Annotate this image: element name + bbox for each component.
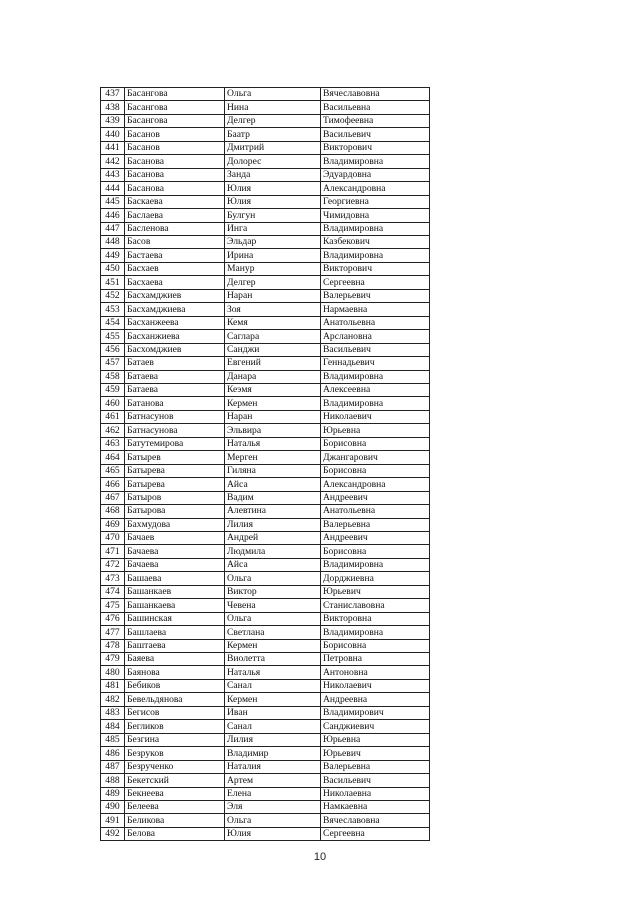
patronymic-cell: Андреевич [321, 531, 430, 544]
table-row [101, 653, 430, 666]
table-row [101, 330, 430, 343]
table-row [101, 128, 430, 141]
row-number-cell: 438 [101, 101, 125, 114]
row-number-cell: 466 [101, 478, 125, 491]
first-name-cell: Вадим [225, 491, 321, 504]
first-name-cell: Ирина [225, 249, 321, 262]
surname-cell: Безгина [125, 733, 225, 746]
patronymic-cell: Владимировна [321, 558, 430, 571]
table-row [101, 585, 430, 598]
row-number-cell: 455 [101, 330, 125, 343]
row-number-cell: 451 [101, 276, 125, 289]
row-number-cell: 462 [101, 424, 125, 437]
table-row [101, 182, 430, 195]
first-name-cell: Эля [225, 801, 321, 814]
table-row [101, 733, 430, 746]
row-number-cell: 470 [101, 531, 125, 544]
first-name-cell: Занда [225, 168, 321, 181]
patronymic-cell: Юрьевич [321, 585, 430, 598]
row-number-cell: 453 [101, 303, 125, 316]
patronymic-cell: Владимирович [321, 706, 430, 719]
first-name-cell: Данара [225, 370, 321, 383]
table-row [101, 693, 430, 706]
first-name-cell: Ольга [225, 88, 321, 101]
surname-cell: Батырева [125, 478, 225, 491]
row-number-cell: 460 [101, 397, 125, 410]
table-row [101, 626, 430, 639]
first-name-cell: Делгер [225, 276, 321, 289]
patronymic-cell: Вячеславовна [321, 88, 430, 101]
surname-cell: Баяева [125, 653, 225, 666]
surname-cell: Басленова [125, 222, 225, 235]
surname-cell: Батнасунов [125, 410, 225, 423]
row-number-cell: 472 [101, 558, 125, 571]
row-number-cell: 479 [101, 653, 125, 666]
first-name-cell: Гиляна [225, 464, 321, 477]
row-number-cell: 447 [101, 222, 125, 235]
table-row [101, 558, 430, 571]
surname-cell: Бахмудова [125, 518, 225, 531]
first-name-cell: Евгений [225, 357, 321, 370]
surname-cell: Батанова [125, 397, 225, 410]
table-row [101, 410, 430, 423]
patronymic-cell: Станиславовна [321, 599, 430, 612]
patronymic-cell: Сергеевна [321, 276, 430, 289]
table-row [101, 343, 430, 356]
table-row [101, 424, 430, 437]
table-row [101, 195, 430, 208]
row-number-cell: 454 [101, 316, 125, 329]
roster-table-body [101, 88, 430, 841]
table-row [101, 451, 430, 464]
first-name-cell: Инга [225, 222, 321, 235]
table-row [101, 827, 430, 840]
patronymic-cell: Николаевна [321, 787, 430, 800]
row-number-cell: 475 [101, 599, 125, 612]
table-row [101, 141, 430, 154]
patronymic-cell: Васильевич [321, 343, 430, 356]
table-row [101, 383, 430, 396]
patronymic-cell: Андреевич [321, 491, 430, 504]
patronymic-cell: Тимофеевна [321, 114, 430, 127]
first-name-cell: Делгер [225, 114, 321, 127]
surname-cell: Басанов [125, 128, 225, 141]
row-number-cell: 488 [101, 774, 125, 787]
surname-cell: Батаев [125, 357, 225, 370]
patronymic-cell: Анатольевна [321, 505, 430, 518]
table-row [101, 168, 430, 181]
row-number-cell: 456 [101, 343, 125, 356]
table-row [101, 612, 430, 625]
patronymic-cell: Юрьевна [321, 733, 430, 746]
first-name-cell: Санал [225, 720, 321, 733]
table-row [101, 155, 430, 168]
row-number-cell: 478 [101, 639, 125, 652]
patronymic-cell: Эдуардовна [321, 168, 430, 181]
table-row [101, 101, 430, 114]
row-number-cell: 469 [101, 518, 125, 531]
first-name-cell: Виктор [225, 585, 321, 598]
surname-cell: Безрученко [125, 760, 225, 773]
patronymic-cell: Арслановна [321, 330, 430, 343]
table-row [101, 114, 430, 127]
table-row [101, 478, 430, 491]
first-name-cell: Наран [225, 410, 321, 423]
surname-cell: Басхомджиев [125, 343, 225, 356]
table-row [101, 370, 430, 383]
patronymic-cell: Георгиевна [321, 195, 430, 208]
row-number-cell: 487 [101, 760, 125, 773]
surname-cell: Бастаева [125, 249, 225, 262]
patronymic-cell: Петровна [321, 653, 430, 666]
table-row [101, 666, 430, 679]
row-number-cell: 449 [101, 249, 125, 262]
surname-cell: Баянова [125, 666, 225, 679]
patronymic-cell: Александровна [321, 478, 430, 491]
table-row [101, 316, 430, 329]
patronymic-cell: Владимировна [321, 222, 430, 235]
first-name-cell: Манур [225, 262, 321, 275]
surname-cell: Башанкаева [125, 599, 225, 612]
surname-cell: Батыров [125, 491, 225, 504]
surname-cell: Батаева [125, 370, 225, 383]
roster-table [100, 87, 430, 841]
row-number-cell: 483 [101, 706, 125, 719]
row-number-cell: 459 [101, 383, 125, 396]
first-name-cell: Булгун [225, 209, 321, 222]
surname-cell: Басов [125, 235, 225, 248]
row-number-cell: 481 [101, 679, 125, 692]
surname-cell: Басхамджиев [125, 289, 225, 302]
table-row [101, 760, 430, 773]
first-name-cell: Санджи [225, 343, 321, 356]
patronymic-cell: Валерьевна [321, 518, 430, 531]
table-row [101, 235, 430, 248]
first-name-cell: Айса [225, 558, 321, 571]
surname-cell: Башлаева [125, 626, 225, 639]
patronymic-cell: Андреевна [321, 693, 430, 706]
row-number-cell: 463 [101, 437, 125, 450]
patronymic-cell: Санджиевич [321, 720, 430, 733]
table-row [101, 464, 430, 477]
table-row [101, 222, 430, 235]
surname-cell: Башинская [125, 612, 225, 625]
patronymic-cell: Валерьевна [321, 760, 430, 773]
patronymic-cell: Викторович [321, 141, 430, 154]
surname-cell: Белеева [125, 801, 225, 814]
row-number-cell: 464 [101, 451, 125, 464]
table-row [101, 747, 430, 760]
table-row [101, 787, 430, 800]
patronymic-cell: Борисовна [321, 464, 430, 477]
surname-cell: Белова [125, 827, 225, 840]
first-name-cell: Дмитрий [225, 141, 321, 154]
patronymic-cell: Казбекович [321, 235, 430, 248]
surname-cell: Батаева [125, 383, 225, 396]
surname-cell: Бегликов [125, 720, 225, 733]
first-name-cell: Айса [225, 478, 321, 491]
table-row [101, 706, 430, 719]
first-name-cell: Ольга [225, 572, 321, 585]
row-number-cell: 443 [101, 168, 125, 181]
patronymic-cell: Викторович [321, 262, 430, 275]
first-name-cell: Наран [225, 289, 321, 302]
first-name-cell: Наталья [225, 666, 321, 679]
table-row [101, 437, 430, 450]
patronymic-cell: Николаевич [321, 410, 430, 423]
table-row [101, 505, 430, 518]
row-number-cell: 439 [101, 114, 125, 127]
patronymic-cell: Владимировна [321, 249, 430, 262]
table-row [101, 491, 430, 504]
row-number-cell: 471 [101, 545, 125, 558]
table-row [101, 276, 430, 289]
row-number-cell: 484 [101, 720, 125, 733]
table-row [101, 249, 430, 262]
first-name-cell: Кермен [225, 693, 321, 706]
patronymic-cell: Намкаевна [321, 801, 430, 814]
row-number-cell: 491 [101, 814, 125, 827]
patronymic-cell: Васильевна [321, 101, 430, 114]
row-number-cell: 468 [101, 505, 125, 518]
first-name-cell: Эльдар [225, 235, 321, 248]
first-name-cell: Долорес [225, 155, 321, 168]
surname-cell: Бебиков [125, 679, 225, 692]
patronymic-cell: Александровна [321, 182, 430, 195]
row-number-cell: 452 [101, 289, 125, 302]
first-name-cell: Лилия [225, 733, 321, 746]
surname-cell: Бачаева [125, 558, 225, 571]
first-name-cell: Зоя [225, 303, 321, 316]
surname-cell: Батырева [125, 464, 225, 477]
first-name-cell: Юлия [225, 195, 321, 208]
row-number-cell: 492 [101, 827, 125, 840]
first-name-cell: Артем [225, 774, 321, 787]
surname-cell: Батырев [125, 451, 225, 464]
surname-cell: Басанова [125, 168, 225, 181]
row-number-cell: 467 [101, 491, 125, 504]
first-name-cell: Наталия [225, 760, 321, 773]
patronymic-cell: Нармаевна [321, 303, 430, 316]
first-name-cell: Нина [225, 101, 321, 114]
table-row [101, 303, 430, 316]
row-number-cell: 477 [101, 626, 125, 639]
surname-cell: Басангова [125, 114, 225, 127]
row-number-cell: 480 [101, 666, 125, 679]
surname-cell: Басангова [125, 101, 225, 114]
patronymic-cell: Владимировна [321, 370, 430, 383]
table-row [101, 599, 430, 612]
surname-cell: Басангова [125, 88, 225, 101]
table-row [101, 531, 430, 544]
first-name-cell: Санал [225, 679, 321, 692]
surname-cell: Бекнеева [125, 787, 225, 800]
first-name-cell: Юлия [225, 182, 321, 195]
surname-cell: Баштаева [125, 639, 225, 652]
table-row [101, 639, 430, 652]
surname-cell: Башанкаев [125, 585, 225, 598]
surname-cell: Безруков [125, 747, 225, 760]
surname-cell: Басханжиева [125, 330, 225, 343]
table-row [101, 679, 430, 692]
first-name-cell: Алевтина [225, 505, 321, 518]
table-row [101, 88, 430, 101]
first-name-cell: Кеэмя [225, 383, 321, 396]
row-number-cell: 445 [101, 195, 125, 208]
row-number-cell: 465 [101, 464, 125, 477]
patronymic-cell: Борисовна [321, 437, 430, 450]
patronymic-cell: Борисовна [321, 639, 430, 652]
row-number-cell: 485 [101, 733, 125, 746]
patronymic-cell: Джангарович [321, 451, 430, 464]
patronymic-cell: Вячеславовна [321, 814, 430, 827]
surname-cell: Баслаева [125, 209, 225, 222]
surname-cell: Басхаева [125, 276, 225, 289]
table-row [101, 720, 430, 733]
first-name-cell: Юлия [225, 827, 321, 840]
row-number-cell: 461 [101, 410, 125, 423]
first-name-cell: Наталья [225, 437, 321, 450]
row-number-cell: 442 [101, 155, 125, 168]
patronymic-cell: Викторовна [321, 612, 430, 625]
surname-cell: Бачаева [125, 545, 225, 558]
patronymic-cell: Васильевич [321, 774, 430, 787]
first-name-cell: Чевена [225, 599, 321, 612]
table-row [101, 357, 430, 370]
patronymic-cell: Валерьевич [321, 289, 430, 302]
surname-cell: Басанова [125, 182, 225, 195]
surname-cell: Беликова [125, 814, 225, 827]
patronymic-cell: Юрьевна [321, 424, 430, 437]
first-name-cell: Эльвира [225, 424, 321, 437]
first-name-cell: Ольга [225, 612, 321, 625]
row-number-cell: 446 [101, 209, 125, 222]
first-name-cell: Кермен [225, 397, 321, 410]
row-number-cell: 457 [101, 357, 125, 370]
first-name-cell: Андрей [225, 531, 321, 544]
first-name-cell: Мерген [225, 451, 321, 464]
first-name-cell: Баатр [225, 128, 321, 141]
patronymic-cell: Геннадьевич [321, 357, 430, 370]
surname-cell: Бевельдянова [125, 693, 225, 706]
patronymic-cell: Сергеевна [321, 827, 430, 840]
row-number-cell: 489 [101, 787, 125, 800]
surname-cell: Башаева [125, 572, 225, 585]
patronymic-cell: Владимировна [321, 626, 430, 639]
page-number: 10 [313, 851, 327, 863]
surname-cell: Батнасунова [125, 424, 225, 437]
table-row [101, 545, 430, 558]
first-name-cell: Виолетта [225, 653, 321, 666]
surname-cell: Басханжеева [125, 316, 225, 329]
table-row [101, 801, 430, 814]
surname-cell: Басанов [125, 141, 225, 154]
table-row [101, 572, 430, 585]
row-number-cell: 474 [101, 585, 125, 598]
table-row [101, 814, 430, 827]
surname-cell: Бегисов [125, 706, 225, 719]
table-row [101, 289, 430, 302]
patronymic-cell: Дорджиевна [321, 572, 430, 585]
row-number-cell: 458 [101, 370, 125, 383]
table-row [101, 262, 430, 275]
row-number-cell: 444 [101, 182, 125, 195]
patronymic-cell: Борисовна [321, 545, 430, 558]
patronymic-cell: Владимировна [321, 397, 430, 410]
first-name-cell: Людмила [225, 545, 321, 558]
surname-cell: Баскаева [125, 195, 225, 208]
surname-cell: Батутемирова [125, 437, 225, 450]
first-name-cell: Кемя [225, 316, 321, 329]
first-name-cell: Владимир [225, 747, 321, 760]
first-name-cell: Иван [225, 706, 321, 719]
row-number-cell: 441 [101, 141, 125, 154]
patronymic-cell: Юрьевич [321, 747, 430, 760]
row-number-cell: 473 [101, 572, 125, 585]
row-number-cell: 440 [101, 128, 125, 141]
surname-cell: Бачаев [125, 531, 225, 544]
patronymic-cell: Васильевич [321, 128, 430, 141]
table-row [101, 397, 430, 410]
first-name-cell: Елена [225, 787, 321, 800]
row-number-cell: 448 [101, 235, 125, 248]
patronymic-cell: Алексеевна [321, 383, 430, 396]
first-name-cell: Ольга [225, 814, 321, 827]
table-row [101, 518, 430, 531]
patronymic-cell: Николаевич [321, 679, 430, 692]
surname-cell: Басанова [125, 155, 225, 168]
patronymic-cell: Чимидовна [321, 209, 430, 222]
row-number-cell: 437 [101, 88, 125, 101]
surname-cell: Бекетский [125, 774, 225, 787]
row-number-cell: 482 [101, 693, 125, 706]
first-name-cell: Саглара [225, 330, 321, 343]
first-name-cell: Кермен [225, 639, 321, 652]
first-name-cell: Лилия [225, 518, 321, 531]
patronymic-cell: Анатольевна [321, 316, 430, 329]
table-row [101, 774, 430, 787]
patronymic-cell: Антоновна [321, 666, 430, 679]
patronymic-cell: Владимировна [321, 155, 430, 168]
row-number-cell: 450 [101, 262, 125, 275]
surname-cell: Басхаев [125, 262, 225, 275]
surname-cell: Батырова [125, 505, 225, 518]
row-number-cell: 476 [101, 612, 125, 625]
row-number-cell: 486 [101, 747, 125, 760]
first-name-cell: Светлана [225, 626, 321, 639]
surname-cell: Басхамджиева [125, 303, 225, 316]
table-row [101, 209, 430, 222]
row-number-cell: 490 [101, 801, 125, 814]
